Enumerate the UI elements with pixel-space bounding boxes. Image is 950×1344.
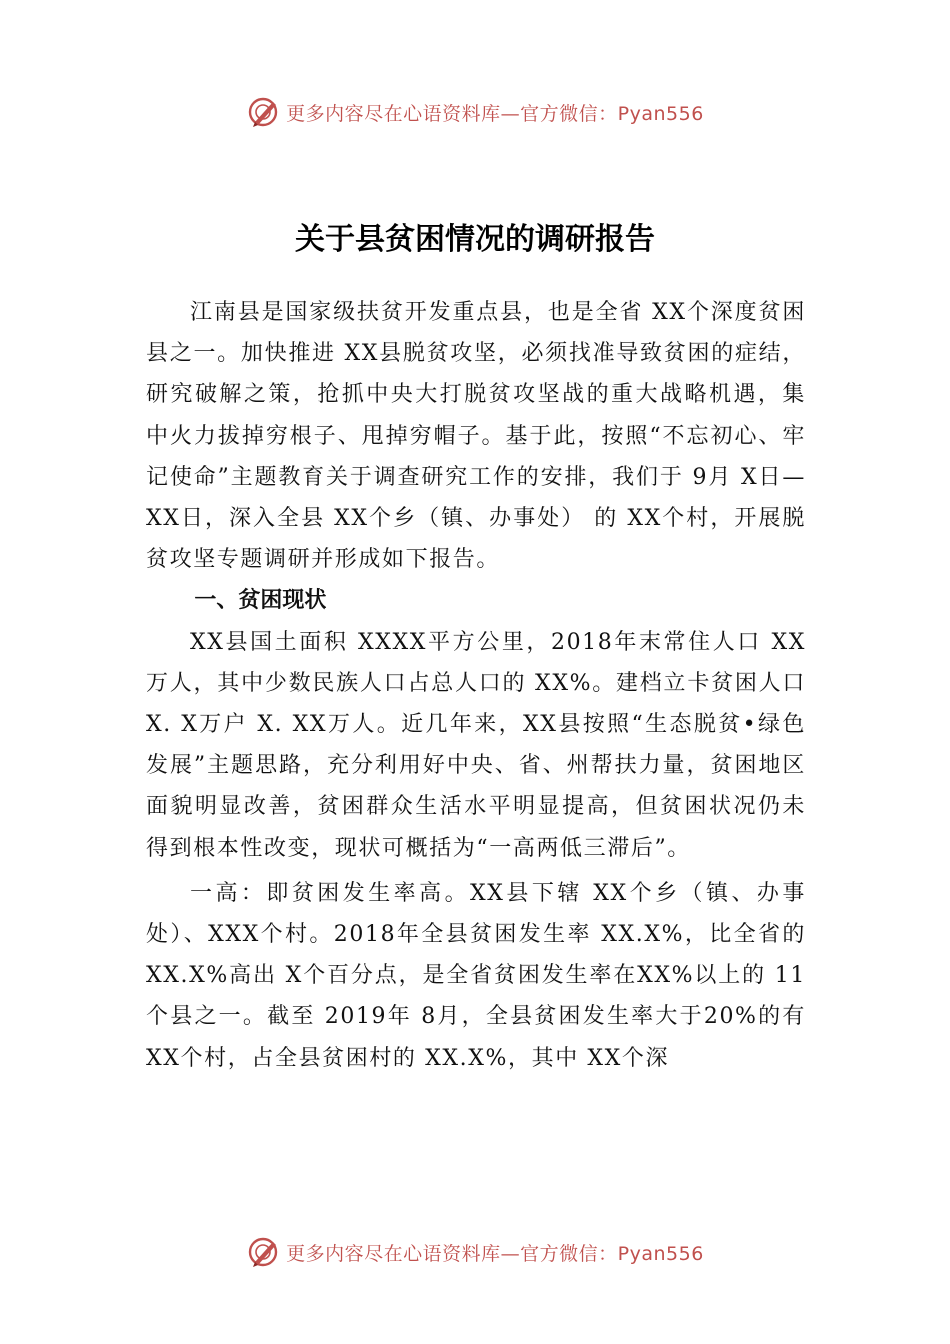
banner-prefix: 更多内容尽在心语资料库—官方微信：	[286, 102, 618, 125]
footer-banner-text	[286, 1239, 704, 1266]
high-incidence-paragraph: 一高：即贫困发生率高。XX县下辖 XX个乡（镇、办事处）、XXX个村。2018年全县贫困发生率 XX.X%，比全省的 XX.X%高出 X个百分点，是全省贫困发生率在XX%以上的 11个县之一。截至 2019年 8月，全县贫困发生率大于20%的有 XX个村，占全县贫困村的 XX.X%，其中 XX个深	[146, 880, 806, 1071]
banner-prefix: 更多内容尽在心语资料库—官方微信：	[286, 1242, 618, 1265]
banner-wechat-id: Pyan556	[617, 102, 704, 125]
document-title: 关于县贫困情况的调研报告	[295, 222, 655, 257]
document-body	[146, 292, 806, 1079]
intro-paragraph: 江南县是国家级扶贫开发重点县，也是全省 XX个深度贫困县之一。加快推进 XX县脱贫攻坚，必须找准导致贫困的症结，研究破解之策，抢抓中央大打脱贫攻坚战的重大战略机遇，集中火力拔掉穷根子、甩掉穷帽子。基于此，按照“不忘初心、牢记使命”主题教育关于调查研究工作的安排，我们于 9月 X日—XX日，深入全县 XX个乡（镇、办事处） 的 XX个村，开展脱贫攻坚专题调研并形成如下报告。	[146, 300, 806, 573]
header-banner-text	[286, 99, 704, 126]
footer-watermark-banner	[0, 1232, 950, 1272]
section-heading-poverty-status: 一、贫困现状	[194, 588, 327, 614]
poverty-status-paragraph: XX县国土面积 XXXX平方公里，2018年末常住人口 XX万人，其中少数民族人口占总人口的 XX%。建档立卡贫困人口 X. X万户 X. XX万人。近几年来，XX县按照“生态脱贫•绿色发展”主题思路，充分利用好中央、省、州帮扶力量，贫困地区面貌明显改善，贫困群众生活水平明显提高，但贫困状况仍未得到根本性改变，现状可概括为“一高两低三滞后”。	[146, 629, 806, 861]
banner-wechat-id: Pyan556	[617, 1242, 704, 1265]
header-watermark-banner	[0, 92, 950, 132]
pen-logo-icon	[246, 1235, 280, 1269]
pen-logo-icon	[246, 95, 280, 129]
